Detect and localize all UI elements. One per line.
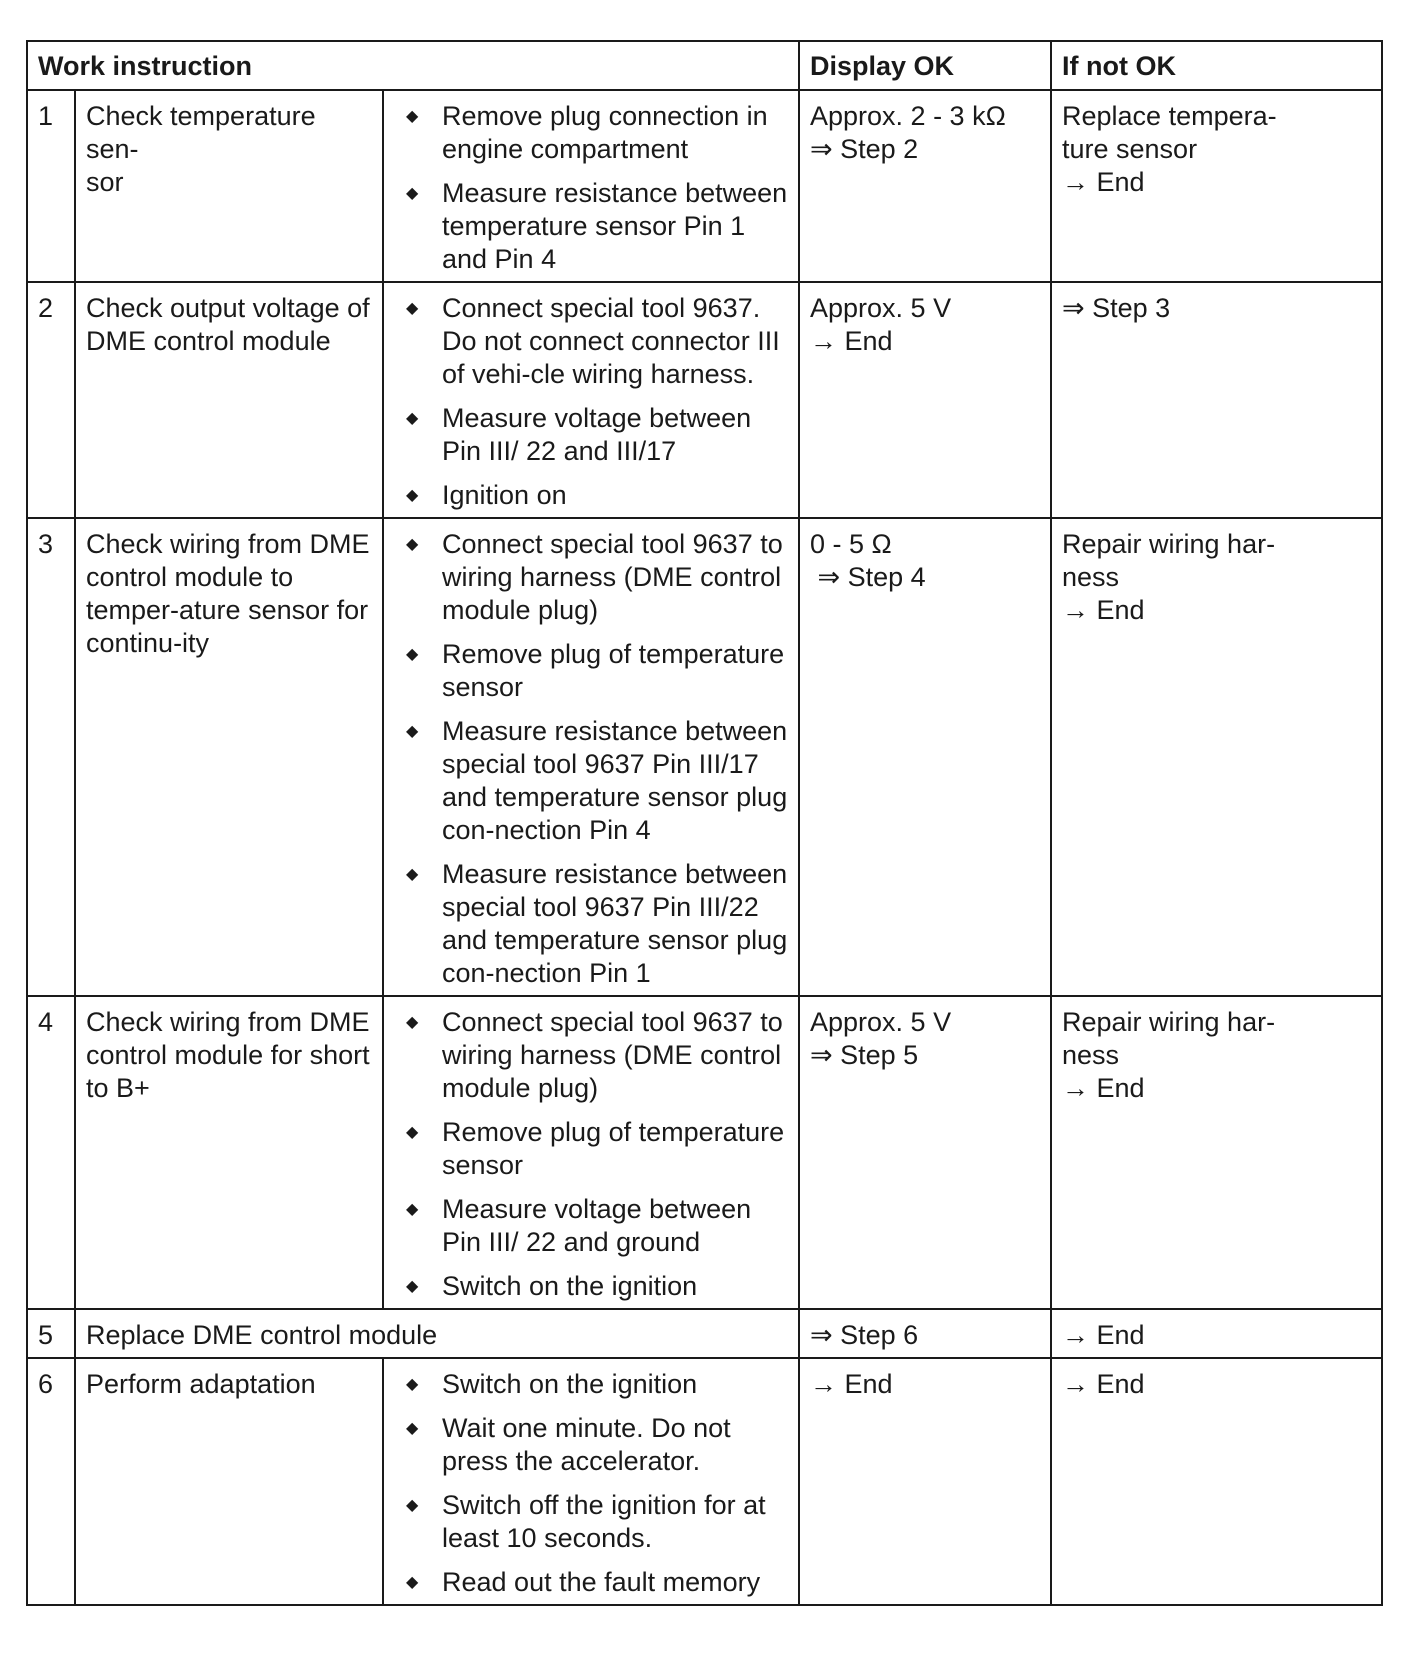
table-row — [27, 282, 1382, 518]
work-instruction-table — [26, 40, 1383, 1606]
if-not-ok-line: Replace tempera- — [1062, 101, 1277, 131]
display-ok-line: → End — [810, 326, 893, 356]
step-actions — [383, 996, 799, 1309]
table-row — [27, 1309, 1382, 1358]
display-ok-line: Approx. 5 V — [810, 293, 952, 323]
table-row — [27, 1358, 1382, 1605]
step-title: Check wiring from DME control module for short to B+ — [75, 996, 383, 1309]
step-title: Check output voltage of DME control module — [75, 282, 383, 518]
if-not-ok-cell — [1051, 1309, 1382, 1358]
if-not-ok-line: ture sensor — [1062, 134, 1198, 164]
step-number: 1 — [27, 90, 75, 282]
action-item: ◆ Measure resistance between special tool 9637 Pin III/22 and temperature sensor plug con-nection Pin 1 — [394, 858, 788, 990]
display-ok-line: → End — [810, 1369, 893, 1399]
action-item: ◆ Switch on the ignition — [394, 1368, 788, 1401]
header-display-ok: Display OK — [799, 41, 1051, 90]
action-item: ◆ Connect special tool 9637 to wiring harness (DME control module plug) — [394, 528, 788, 627]
step-number: 4 — [27, 996, 75, 1309]
display-ok-cell — [799, 90, 1051, 282]
display-ok-line: 0 - 5 Ω — [810, 529, 892, 559]
if-not-ok-line: ness — [1062, 1040, 1120, 1070]
action-item: ◆ Remove plug of temperature sensor — [394, 1116, 788, 1182]
action-item: ◆ Wait one minute. Do not press the accelerator. — [394, 1412, 788, 1478]
step-title: Check temperature sen- sor — [75, 90, 383, 282]
step-title: Replace DME control module — [75, 1309, 799, 1358]
step-number: 6 — [27, 1358, 75, 1605]
action-item: ◆ Measure voltage between Pin III/ 22 and III/17 — [394, 402, 788, 468]
if-not-ok-line: ⇒ Step 3 — [1062, 293, 1171, 323]
if-not-ok-cell — [1051, 90, 1382, 282]
table-row — [27, 518, 1382, 996]
action-item: ◆ Connect special tool 9637 to wiring harness (DME control module plug) — [394, 1006, 788, 1105]
display-ok-cell — [799, 518, 1051, 996]
step-actions — [383, 518, 799, 996]
header-work-instruction: Work instruction — [27, 41, 799, 90]
action-item: ◆ Connect special tool 9637. Do not connect connector III of vehi-cle wiring harness. — [394, 292, 788, 391]
step-title: Perform adaptation — [75, 1358, 383, 1605]
action-item: ◆ Measure voltage between Pin III/ 22 and ground — [394, 1193, 788, 1259]
table-row — [27, 996, 1382, 1309]
if-not-ok-cell — [1051, 282, 1382, 518]
if-not-ok-line: Repair wiring har- — [1062, 1007, 1276, 1037]
table-row — [27, 90, 1382, 282]
if-not-ok-line: → End — [1062, 1320, 1145, 1350]
action-item: ◆ Switch on the ignition — [394, 1270, 788, 1303]
if-not-ok-line: → End — [1062, 1369, 1145, 1399]
step-number: 3 — [27, 518, 75, 996]
if-not-ok-line: → End — [1062, 167, 1145, 197]
action-item: ◆ Measure resistance between special tool 9637 Pin III/17 and temperature sensor plug con-nection Pin 4 — [394, 715, 788, 847]
if-not-ok-line: → End — [1062, 1073, 1145, 1103]
step-number: 2 — [27, 282, 75, 518]
header-if-not-ok: If not OK — [1051, 41, 1382, 90]
action-item: ◆ Ignition on — [394, 479, 788, 512]
if-not-ok-line: → End — [1062, 595, 1145, 625]
if-not-ok-cell — [1051, 518, 1382, 996]
step-number: 5 — [27, 1309, 75, 1358]
display-ok-line: ⇒ Step 5 — [810, 1040, 919, 1070]
action-item: ◆ Read out the fault memory — [394, 1566, 788, 1599]
step-title: Check wiring from DME control module to temper-ature sensor for continu-ity — [75, 518, 383, 996]
action-item: ◆ Remove plug connection in engine compartment — [394, 100, 788, 166]
display-ok-cell — [799, 1309, 1051, 1358]
display-ok-cell — [799, 282, 1051, 518]
display-ok-line: Approx. 5 V — [810, 1007, 952, 1037]
display-ok-line: ⇒ Step 6 — [810, 1320, 919, 1350]
action-item: ◆ Measure resistance between temperature sensor Pin 1 and Pin 4 — [394, 177, 788, 276]
display-ok-line: ⇒ Step 2 — [810, 134, 919, 164]
display-ok-line: Approx. 2 - 3 kΩ — [810, 101, 1006, 131]
display-ok-cell — [799, 1358, 1051, 1605]
step-actions — [383, 282, 799, 518]
if-not-ok-cell — [1051, 996, 1382, 1309]
step-actions — [383, 1358, 799, 1605]
if-not-ok-cell — [1051, 1358, 1382, 1605]
header-row — [27, 41, 1382, 90]
step-actions — [383, 90, 799, 282]
action-item: ◆ Remove plug of temperature sensor — [394, 638, 788, 704]
display-ok-line: ⇒ Step 4 — [810, 562, 926, 592]
display-ok-cell — [799, 996, 1051, 1309]
if-not-ok-line: ness — [1062, 562, 1120, 592]
if-not-ok-line: Repair wiring har- — [1062, 529, 1276, 559]
action-item: ◆ Switch off the ignition for at least 10 seconds. — [394, 1489, 788, 1555]
